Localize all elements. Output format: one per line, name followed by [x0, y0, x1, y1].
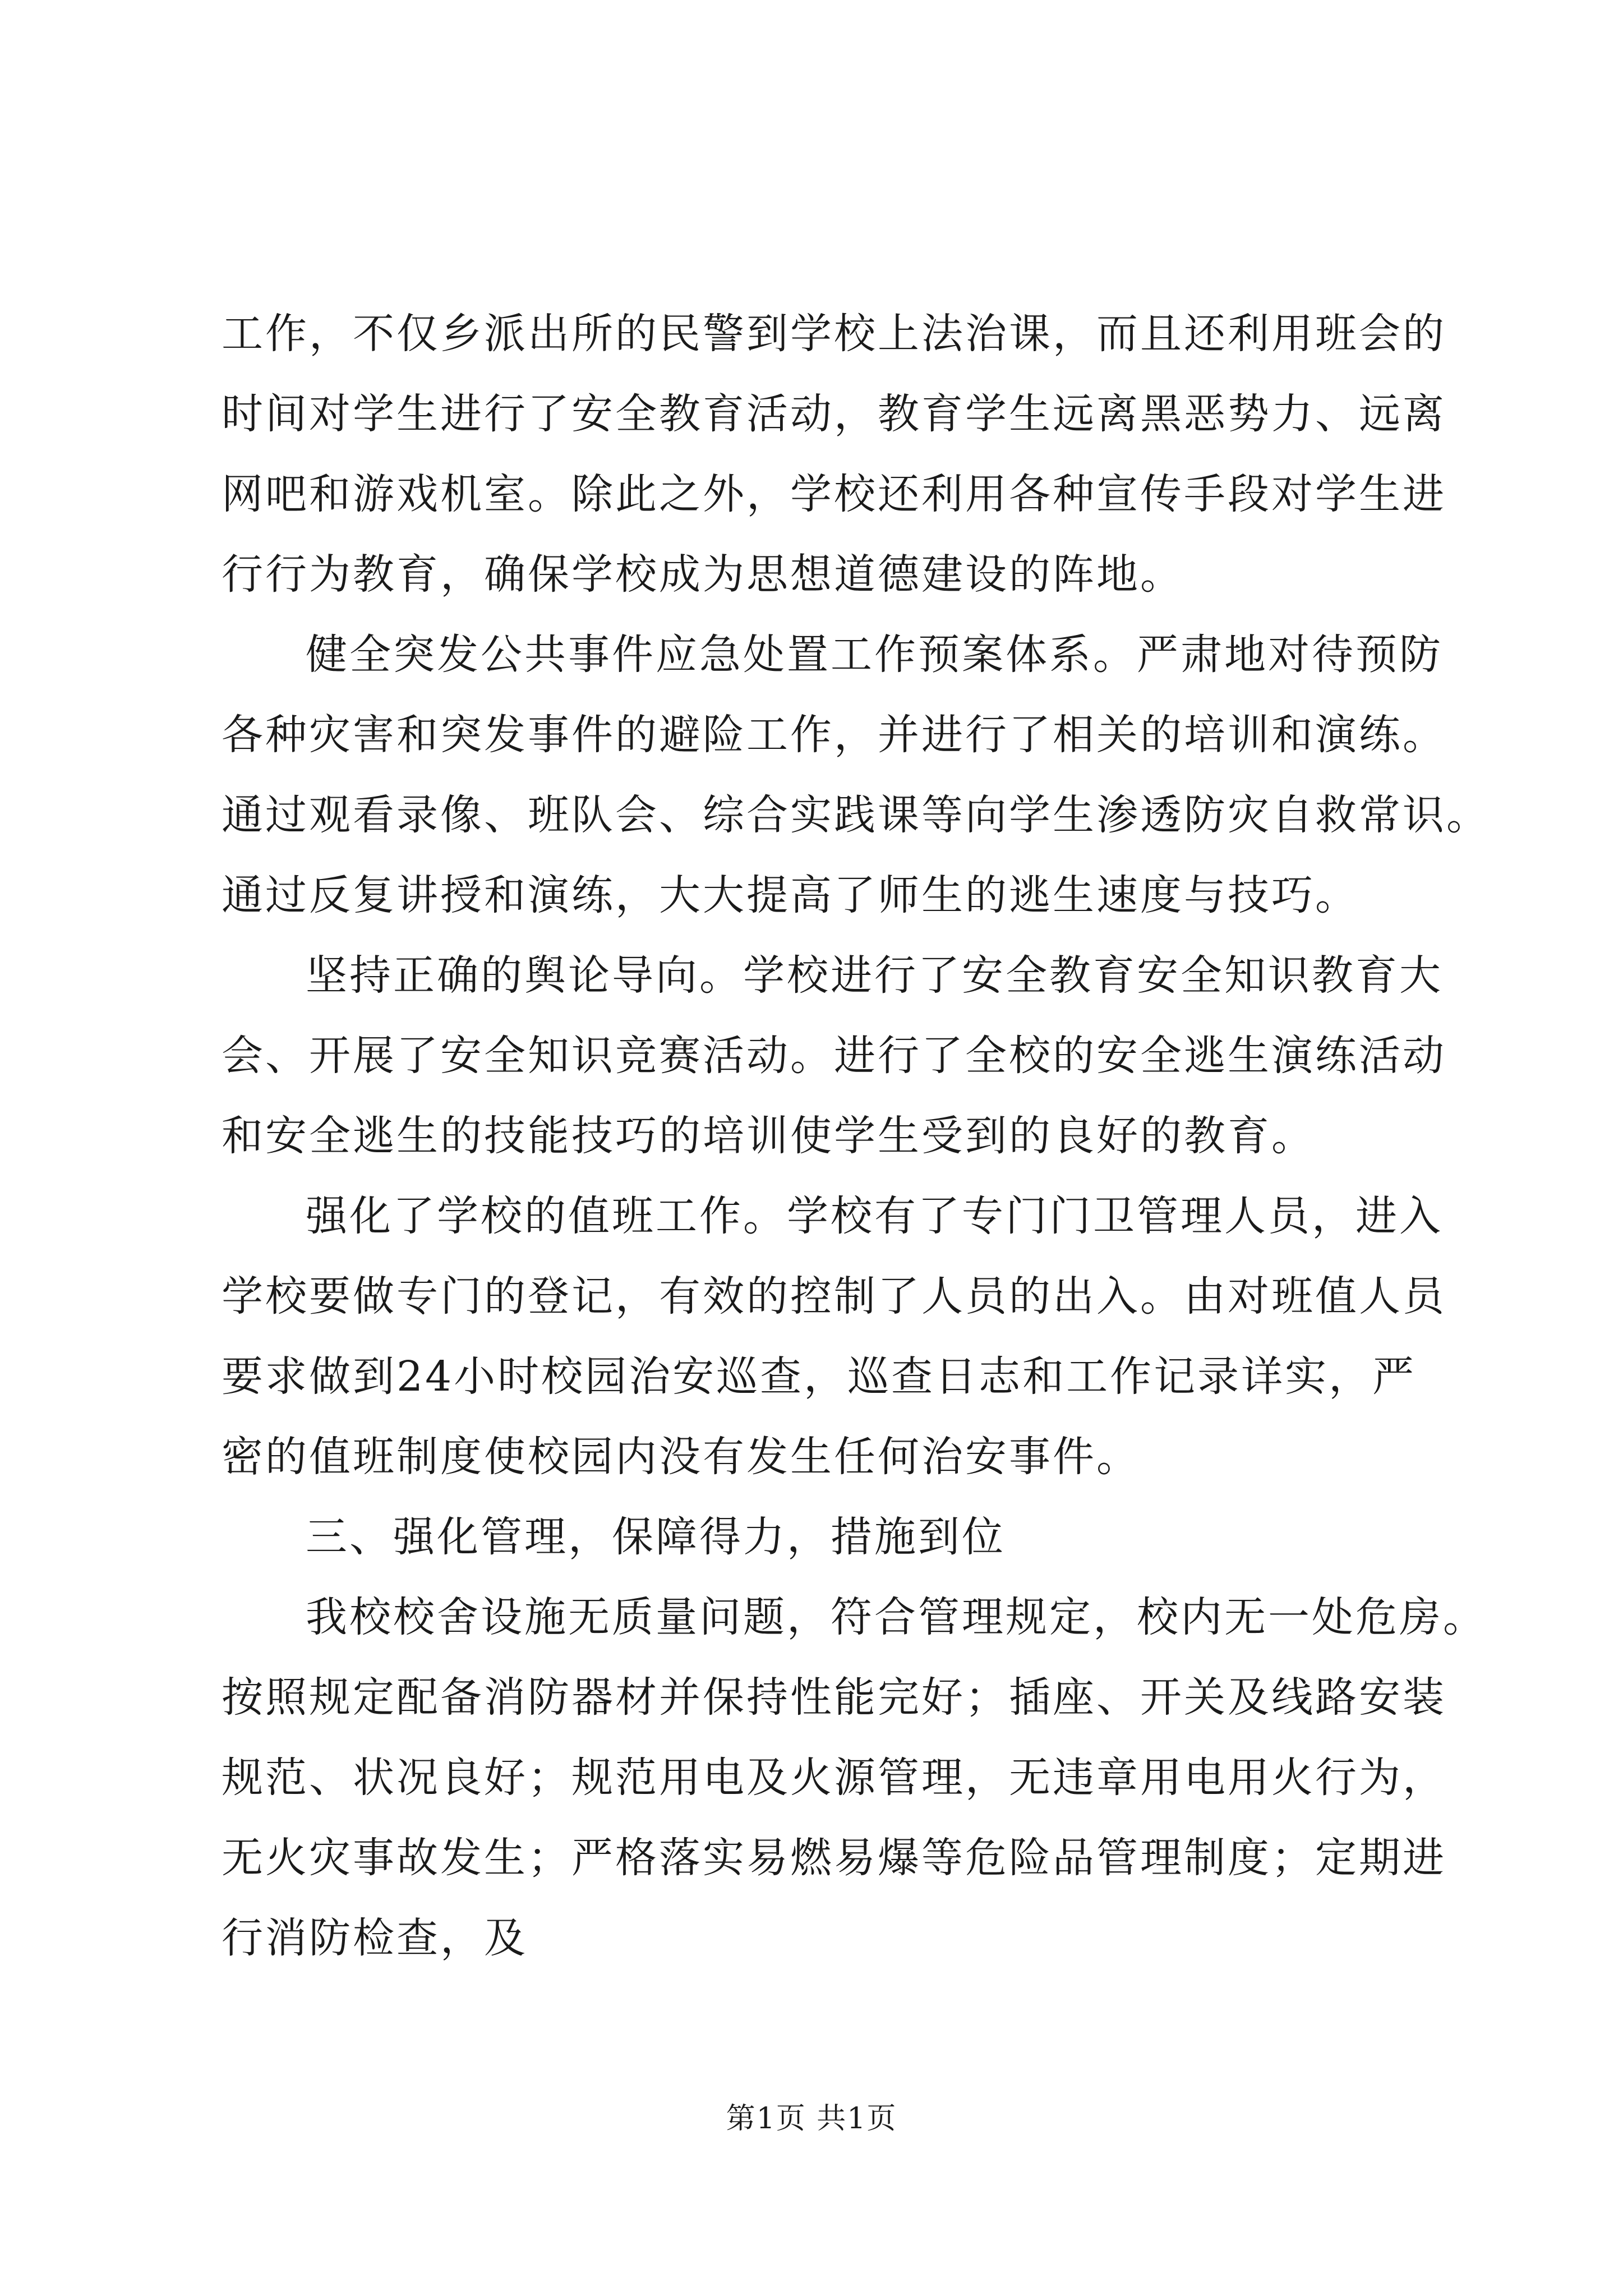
text-line: 工作，不仅乡派出所的民警到学校上法治课，而且还利用班会的	[222, 310, 1446, 358]
text-line: 规范、状况良好；规范用电及火源管理，无违章用电用火行为，	[222, 1754, 1446, 1802]
text-line: 网吧和游戏机室。除此之外，学校还利用各种宣传手段对学生进	[222, 470, 1446, 518]
text-line: 行行为教育，确保学校成为思想道德建设的阵地。	[222, 550, 1184, 599]
page-number: 第1页 共1页	[726, 2102, 897, 2136]
text-line: 各种灾害和突发事件的避险工作，并进行了相关的培训和演练。	[222, 711, 1446, 759]
text-line: 强化了学校的值班工作。学校有了专门门卫管理人员，进入	[306, 1192, 1443, 1240]
text-line: 通过观看录像、班队会、综合实践课等向学生渗透防灾自救常识。	[222, 791, 1490, 839]
text-line: 按照规定配备消防器材并保持性能完好；插座、开关及线路安装	[222, 1673, 1446, 1722]
text-line: 坚持正确的舆论导向。学校进行了安全教育安全知识教育大	[306, 951, 1443, 1000]
section-heading: 三、强化管理，保障得力，措施到位	[306, 1513, 1006, 1561]
text-line: 和安全逃生的技能技巧的培训使学生受到的良好的教育。	[222, 1112, 1315, 1160]
text-line: 要求做到24小时校园治安巡查，巡查日志和工作记录详实，严	[222, 1352, 1417, 1401]
text-line: 学校要做专门的登记，有效的控制了人员的出入。由对班值人员	[222, 1272, 1446, 1320]
text-line: 行消防检查，及	[222, 1914, 528, 1962]
text-line: 会、开展了安全知识竞赛活动。进行了全校的安全逃生演练活动	[222, 1032, 1446, 1080]
text-line: 时间对学生进行了安全教育活动，教育学生远离黑恶势力、远离	[222, 390, 1446, 438]
text-line: 健全突发公共事件应急处置工作预案体系。严肃地对待预防	[306, 631, 1443, 679]
text-line: 我校校舍设施无质量问题，符合管理规定，校内无一处危房。	[306, 1593, 1487, 1641]
text-line: 无火灾事故发生；严格落实易燃易爆等危险品管理制度；定期进	[222, 1834, 1446, 1882]
text-line: 通过反复讲授和演练，大大提高了师生的逃生速度与技巧。	[222, 871, 1359, 919]
text-line: 密的值班制度使校园内没有发生任何治安事件。	[222, 1433, 1140, 1481]
